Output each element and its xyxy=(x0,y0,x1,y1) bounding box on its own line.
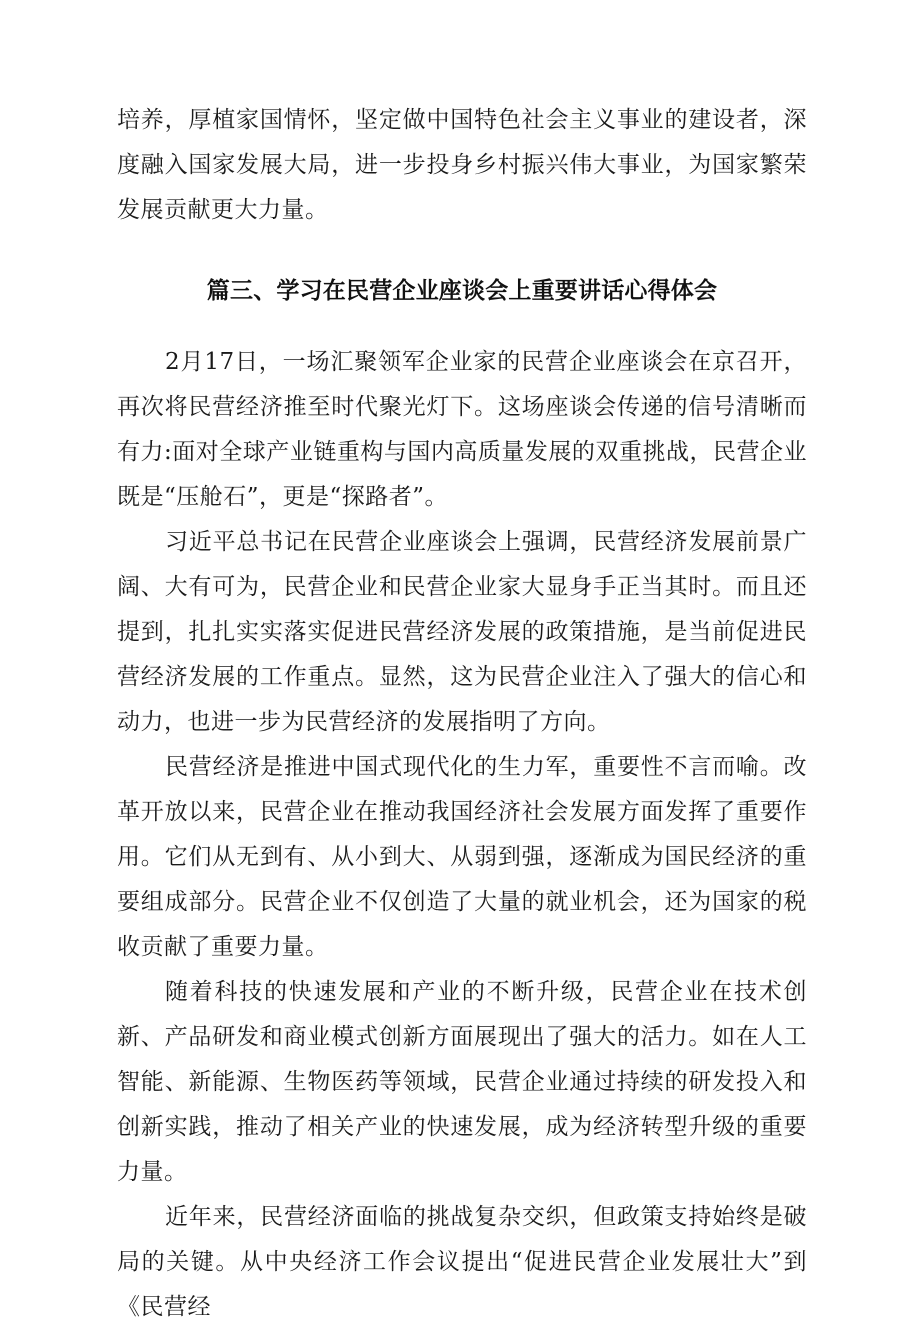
body-paragraph-1: 2月17日，一场汇聚领军企业家的民营企业座谈会在京召开，再次将民营经济推至时代聚光灯下。这场座谈会传递的信号清晰而有力:面对全球产业链重构与国内高质量发展的双重挑战，民营企业既是“压舱石”，更是“探路者”。 xyxy=(117,349,807,510)
continuation-paragraph: 培养，厚植家国情怀，坚定做中国特色社会主义事业的建设者，深度融入国家发展大局，进一步投身乡村振兴伟大事业，为国家繁荣发展贡献更大力量。 xyxy=(117,107,807,223)
body-paragraph-3: 民营经济是推进中国式现代化的生力军，重要性不言而喻。改革开放以来，民营企业在推动我国经济社会发展方面发挥了重要作用。它们从无到有、从小到大、从弱到强，逐渐成为国民经济的重要组成部分。民营企业不仅创造了大量的就业机会，还为国家的税收贡献了重要力量。 xyxy=(117,754,807,960)
body-paragraph-2: 习近平总书记在民营企业座谈会上强调，民营经济发展前景广阔、大有可为，民营企业和民营企业家大显身手正当其时。而且还提到，扎扎实实落实促进民营经济发展的政策措施，是当前促进民营经济发展的工作重点。显然，这为民营企业注入了强大的信心和动力，也进一步为民营经济的发展指明了方向。 xyxy=(117,529,807,735)
section-title: 篇三、学习在民营企业座谈会上重要讲话心得体会 xyxy=(206,278,718,304)
body-paragraph-5: 近年来，民营经济面临的挑战复杂交织，但政策支持始终是破局的关键。从中央经济工作会议提出“促进民营企业发展壮大”到《民营经 xyxy=(117,1204,807,1320)
body-paragraph-4: 随着科技的快速发展和产业的不断升级，民营企业在技术创新、产品研发和商业模式创新方面展现出了强大的活力。如在人工智能、新能源、生物医药等领域，民营企业通过持续的研发投入和创新实践，推动了相关产业的快速发展，成为经济转型升级的重要力量。 xyxy=(117,979,807,1185)
document-body xyxy=(117,98,807,1330)
